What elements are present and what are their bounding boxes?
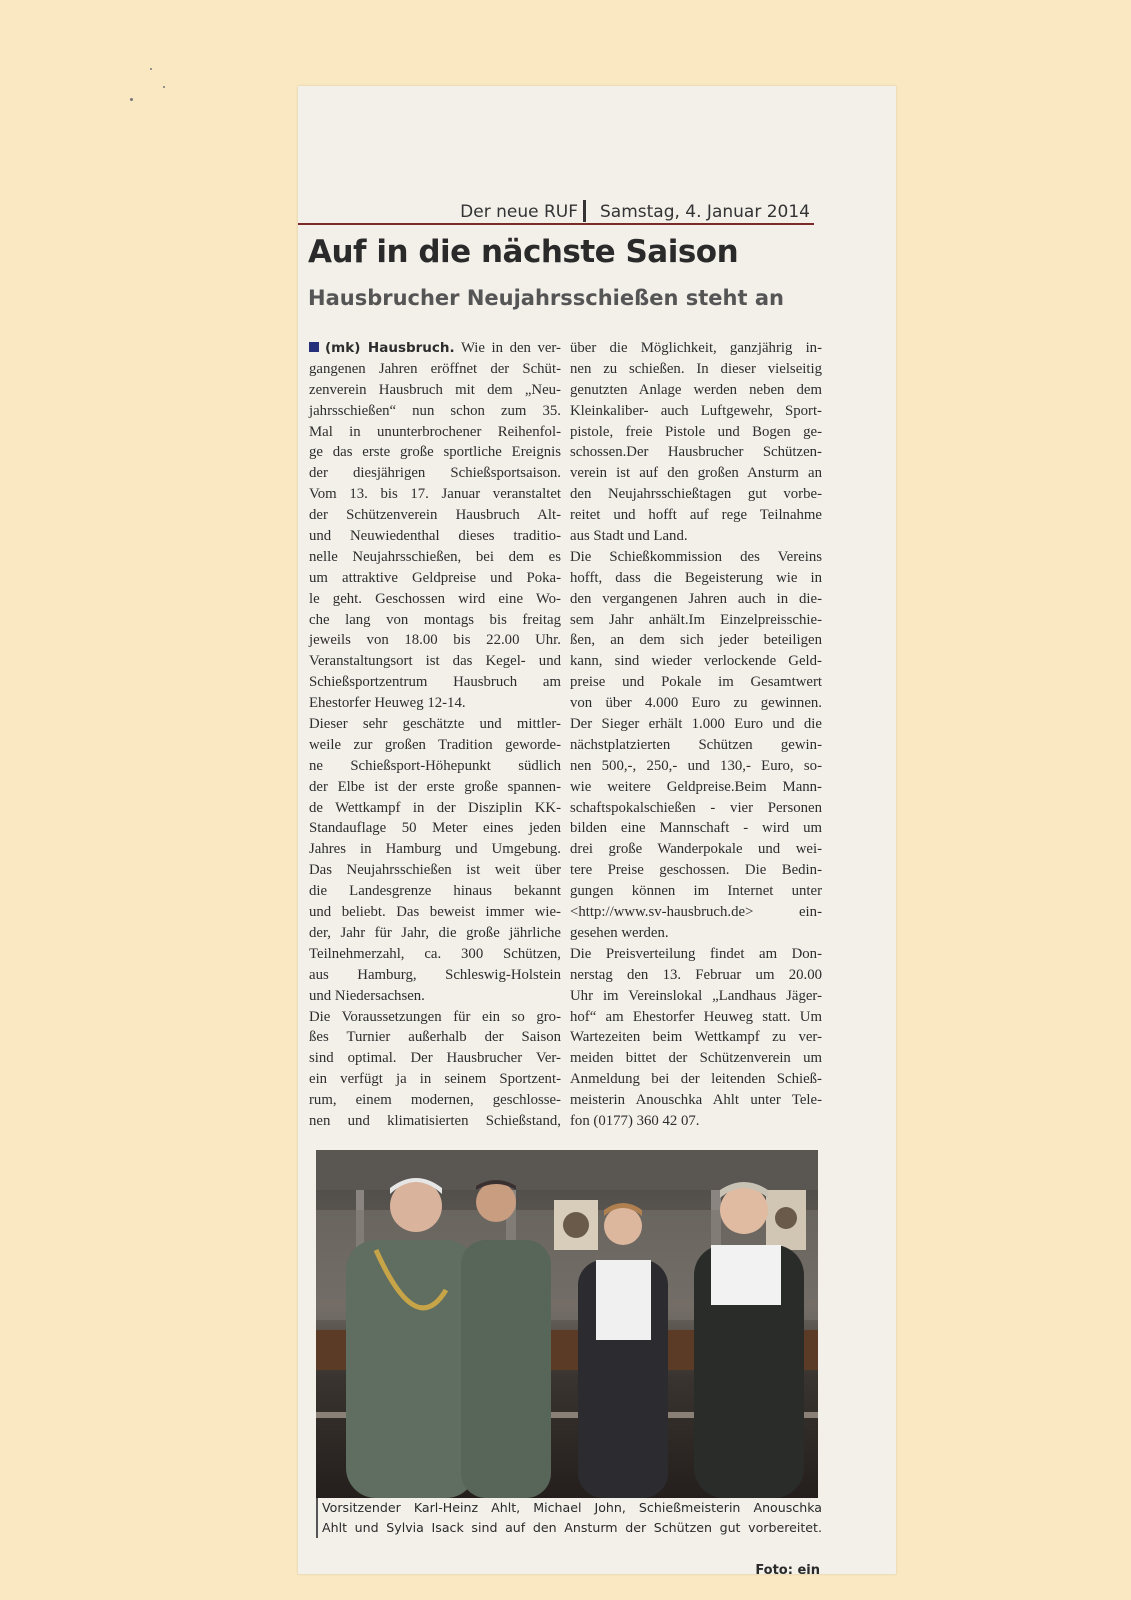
masthead-separator <box>583 200 586 222</box>
text-line: Kleinkaliber- auch Luftgewehr, Sport- <box>570 402 822 419</box>
article-column-left <box>309 338 561 1132</box>
text-line: gungen können im Internet unter <box>570 883 822 900</box>
dust-speck <box>163 86 165 88</box>
text-line: nelle Neujahrsschießen, bei dem es <box>309 548 561 565</box>
text-line: jahrsschießen“ nun schon zum 35. <box>309 402 561 419</box>
text-line: Dieser sehr geschätzte und mittler- <box>309 716 561 733</box>
text-line: ne Schießsport-Höhepunkt südlich <box>309 757 561 774</box>
text-line: genutzten Anlage werden neben dem <box>570 381 822 398</box>
text-line: der, Jahr für Jahr, die große jährliche <box>309 924 561 941</box>
text-line: jeweils von 18.00 bis 22.00 Uhr. <box>309 632 561 649</box>
text-line: pistole, freie Pistole und Bogen ge- <box>570 423 822 440</box>
text-line: Mal in ununterbrochener Reihenfol- <box>309 423 561 440</box>
photo-credit: Foto: ein <box>755 1563 820 1578</box>
text-line: reitet und hofft auf rege Teilnahme <box>570 507 822 524</box>
text-line: der diesjährigen Schießsportsaison. <box>309 465 561 482</box>
text-line: Die Preisverteilung findet am Don- <box>570 945 822 962</box>
text-line: Anmeldung bei der leitenden Schieß- <box>570 1071 822 1088</box>
text-line: der Schützenverein Hausbruch Alt- <box>309 507 561 524</box>
article-photo <box>316 1150 818 1498</box>
text-line: bilden eine Mannschaft - wird um <box>570 820 822 837</box>
text-line: von über 4.000 Euro zu gewinnen. <box>570 695 822 712</box>
text-line: nen zu schießen. In dieser vielseitig <box>570 360 822 377</box>
text-line: Jahres in Hamburg und Umgebung. <box>309 841 561 858</box>
text-line: nerstag den 13. Februar um 20.00 <box>570 966 822 983</box>
text-line: tere Preise geschossen. Die Bedin- <box>570 862 822 879</box>
dust-speck <box>150 68 152 70</box>
text-line: zenverein Hausbruch mit dem „Neu- <box>309 381 561 398</box>
text-line: nen 500,-, 250,- und 130,- Euro, so- <box>570 757 822 774</box>
square-bullet-icon <box>309 342 319 352</box>
text-line: <http://www.sv-hausbruch.de> ein- <box>570 904 822 921</box>
text-line: meisterin Anouschka Ahlt unter Tele- <box>570 1092 822 1109</box>
text-line: gangenen Jahren eröffnet der Schüt- <box>309 360 561 377</box>
text-line: der Elbe ist der erste große spannen- <box>309 778 561 795</box>
text-line: kann, sind wieder verlockende Geld- <box>570 653 822 670</box>
caption-line: Vorsitzender Karl-Heinz Ahlt, Michael John, Schießmeisterin Anouschka <box>322 1500 822 1515</box>
text-line: Die Schießkommission des Vereins <box>570 548 822 565</box>
text-line: Teilnehmerzahl, ca. 300 Schützen, <box>309 945 561 962</box>
text-line: die Landesgrenze hinaus bekannt <box>309 883 561 900</box>
lead-line <box>309 338 561 359</box>
text-line: sem Jahr anhält.Im Einzelpreisschie- <box>570 611 822 628</box>
shooting-range-photo <box>316 1150 818 1498</box>
text-line: nen und klimatisierten Schießstand, <box>309 1112 561 1129</box>
newspaper-clipping <box>298 86 896 1578</box>
text-line: um attraktive Geldpreise und Poka- <box>309 569 561 586</box>
text-line: de Wettkampf in der Disziplin KK- <box>309 799 561 816</box>
text-line: verein ist auf den großen Ansturm an <box>570 465 822 482</box>
issue-date: Samstag, 4. Januar 2014 <box>600 202 810 222</box>
text-line: aus Stadt und Land. <box>570 528 688 545</box>
text-line: sind optimal. Der Hausbrucher Ver- <box>309 1050 561 1067</box>
text-line: Veranstaltungsort ist das Kegel- und <box>309 653 561 670</box>
text-line: Wartezeiten beim Wettkampf zu ver- <box>570 1029 822 1046</box>
text-line: Vom 13. bis 17. Januar veranstaltet <box>309 486 561 503</box>
article-subheadline: Hausbrucher Neujahrsschießen steht an <box>308 286 784 310</box>
article-dateline: (mk) Hausbruch. <box>325 340 455 356</box>
text-line: den vergangenen Jahren auch in die- <box>570 590 822 607</box>
text-line: gesehen werden. <box>570 924 669 941</box>
text-line: schaftspokalschießen - vier Personen <box>570 799 822 816</box>
text-line: und beliebt. Das beweist immer wie- <box>309 904 561 921</box>
text-line: nächstplatzierten Schützen gewin- <box>570 736 822 753</box>
text-line: Das Neujahrsschießen ist weit über <box>309 862 561 879</box>
text-line: und Niedersachsen. <box>309 987 425 1004</box>
text-line: che lang von montags bis freitag <box>309 611 561 628</box>
newspaper-name: Der neue RUF <box>460 202 578 222</box>
text-line: ge das erste große sportliche Ereignis <box>309 444 561 461</box>
text-line: meiden bittet der Schützenverein um <box>570 1050 822 1067</box>
text-line: Ehestorfer Heuweg 12-14. <box>309 695 466 712</box>
masthead-rule <box>298 223 814 225</box>
text-line: preise und Pokale im Gesamtwert <box>570 674 822 691</box>
caption-line: Ahlt und Sylvia Isack sind auf den Ansturm der Schützen gut vorbereitet. <box>322 1520 822 1535</box>
text-line: ßes Turnier außerhalb der Saison <box>309 1029 561 1046</box>
text-line: schossen.Der Hausbrucher Schützen- <box>570 444 822 461</box>
text-line: Schießsportzentrum Hausbruch am <box>309 674 561 691</box>
text-line: und Neuwiedenthal dieses traditio- <box>309 528 561 545</box>
text-line: Die Voraussetzungen für ein so gro- <box>309 1008 561 1025</box>
text-line: Standauflage 50 Meter eines jeden <box>309 820 561 837</box>
dust-speck <box>130 98 133 101</box>
article-column-right <box>570 338 822 1132</box>
text-line: rum, einem modernen, geschlosse- <box>309 1092 561 1109</box>
text-line: weile zur großen Tradition geworde- <box>309 736 561 753</box>
article-headline: Auf in die nächste Saison <box>308 234 739 270</box>
photo-caption <box>316 1498 822 1538</box>
text-line: wie weitere Geldpreise.Beim Mann- <box>570 778 822 795</box>
text-line: Wie in den ver- <box>460 340 561 356</box>
text-line: aus Hamburg, Schleswig-Holstein <box>309 966 561 983</box>
text-line: le geht. Geschossen wird eine Wo- <box>309 590 561 607</box>
text-line: fon (0177) 360 42 07. <box>570 1112 700 1129</box>
text-line: Uhr im Vereinslokal „Landhaus Jäger- <box>570 987 822 1004</box>
text-line: hof“ am Ehestorfer Heuweg statt. Um <box>570 1008 822 1025</box>
text-line: den Neujahrsschießtagen gut vorbe- <box>570 486 822 503</box>
text-line: hofft, dass die Begeisterung wie in <box>570 569 822 586</box>
text-line: ßen, an dem sich jeder beteiligen <box>570 632 822 649</box>
text-line: Der Sieger erhält 1.000 Euro und die <box>570 716 822 733</box>
text-line: ein verfügt ja in seinem Sportzent- <box>309 1071 561 1088</box>
text-line: drei große Wanderpokale und wei- <box>570 841 822 858</box>
text-line: über die Möglichkeit, ganzjährig in- <box>570 340 822 356</box>
